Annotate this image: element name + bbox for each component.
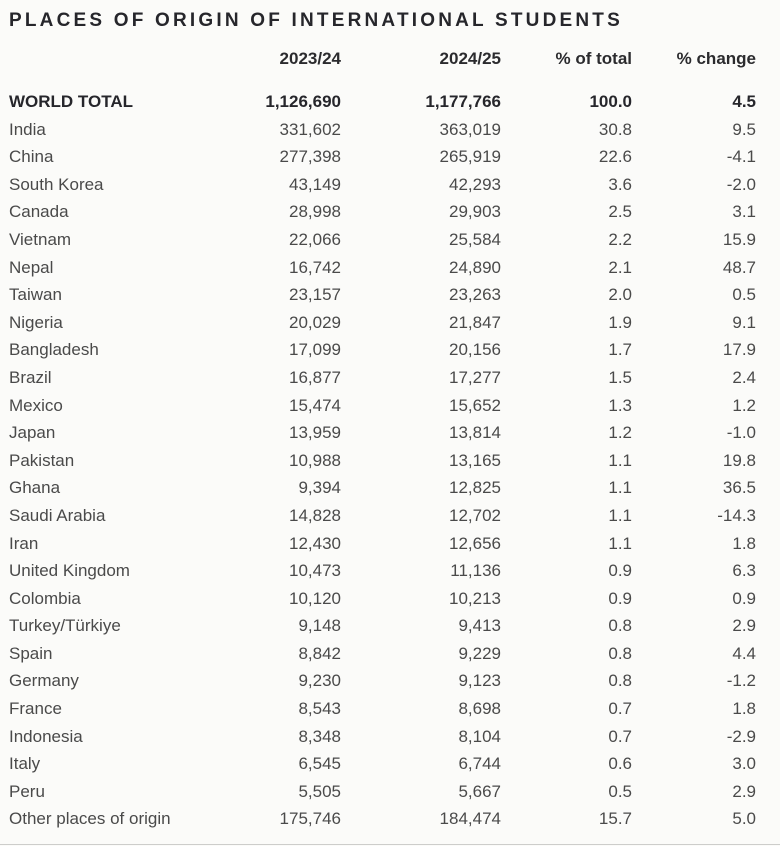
cell-pct-change: 9.5 (732, 119, 756, 139)
cell-pct-change: -2.9 (726, 726, 756, 746)
cell-pct-of-total: 1.9 (608, 312, 632, 332)
column-header-pct-of-total: % of total (555, 49, 632, 68)
table-row (9, 530, 756, 558)
cell-pct-of-total: 0.8 (608, 616, 632, 636)
cell-pct-of-total: 0.7 (608, 699, 632, 719)
cell-pct-change: -4.1 (726, 147, 756, 167)
cell-pct-change: 15.9 (722, 229, 756, 249)
cell-pct-of-total: 1.1 (608, 478, 632, 498)
row-label: Pakistan (9, 450, 75, 470)
cell-2024-25: 12,825 (449, 478, 501, 498)
cell-pct-of-total: 22.6 (598, 147, 632, 167)
cell-2024-25: 265,919 (439, 147, 501, 167)
cell-2023-24: 14,828 (289, 505, 341, 525)
cell-pct-of-total: 0.9 (608, 561, 632, 581)
cell-2024-25: 23,263 (449, 285, 501, 305)
row-label: Turkey/Türkiye (9, 616, 121, 636)
cell-pct-change: 6.3 (732, 561, 756, 581)
cell-2023-24: 8,842 (298, 643, 341, 663)
cell-pct-of-total: 1.2 (608, 423, 632, 443)
table-row (9, 585, 756, 613)
table-row (9, 502, 756, 530)
table-row (9, 254, 756, 282)
row-label: Bangladesh (9, 340, 99, 360)
column-header-2024-25: 2024/25 (439, 49, 501, 68)
cell-pct-of-total: 15.7 (598, 809, 632, 829)
cell-2023-24: 6,545 (298, 754, 341, 774)
row-label: Iran (9, 533, 39, 553)
cell-2024-25: 20,156 (449, 340, 501, 360)
cell-pct-change: 4.5 (732, 92, 756, 111)
row-label: Taiwan (9, 285, 62, 305)
cell-2023-24: 8,543 (298, 699, 341, 719)
row-label: South Korea (9, 174, 104, 194)
cell-2023-24: 13,959 (289, 423, 341, 443)
cell-pct-change: 0.5 (732, 285, 756, 305)
table-row (9, 226, 756, 254)
cell-2023-24: 12,430 (289, 533, 341, 553)
row-label: Brazil (9, 367, 52, 387)
cell-2024-25: 24,890 (449, 257, 501, 277)
row-label: Indonesia (9, 726, 83, 746)
cell-2024-25: 29,903 (449, 202, 501, 222)
cell-pct-of-total: 3.6 (608, 174, 632, 194)
cell-2023-24: 331,602 (279, 119, 341, 139)
cell-pct-change: -1.0 (726, 423, 756, 443)
table-row (9, 281, 756, 309)
cell-pct-of-total: 1.1 (608, 505, 632, 525)
cell-pct-of-total: 0.8 (608, 643, 632, 663)
cell-2023-24: 5,505 (298, 781, 341, 801)
cell-2023-24: 23,157 (289, 285, 341, 305)
cell-2024-25: 13,165 (449, 450, 501, 470)
cell-pct-change: 9.1 (732, 312, 756, 332)
cell-2023-24: 10,473 (289, 561, 341, 581)
cell-2024-25: 17,277 (449, 367, 501, 387)
table-row (9, 805, 756, 833)
table-row (9, 778, 756, 806)
cell-2023-24: 175,746 (279, 809, 341, 829)
cell-pct-change: 2.9 (732, 616, 756, 636)
table-row (9, 419, 756, 447)
row-label: France (9, 699, 62, 719)
cell-2023-24: 8,348 (298, 726, 341, 746)
cell-pct-of-total: 2.0 (608, 285, 632, 305)
cell-2023-24: 28,998 (289, 202, 341, 222)
cell-pct-of-total: 30.8 (598, 119, 632, 139)
cell-2023-24: 10,988 (289, 450, 341, 470)
cell-pct-change: 4.4 (732, 643, 756, 663)
row-label: Peru (9, 781, 45, 801)
table-row (9, 640, 756, 668)
cell-pct-of-total: 0.9 (608, 588, 632, 608)
cell-2023-24: 1,126,690 (265, 92, 341, 111)
table-row (9, 116, 756, 144)
cell-2024-25: 9,413 (458, 616, 501, 636)
cell-pct-of-total: 2.1 (608, 257, 632, 277)
row-label: India (9, 119, 46, 139)
cell-pct-change: 48.7 (722, 257, 756, 277)
cell-pct-change: 1.8 (732, 699, 756, 719)
table-row (9, 336, 756, 364)
row-label: Colombia (9, 588, 81, 608)
page-title: PLACES OF ORIGIN OF INTERNATIONAL STUDENTS (9, 10, 623, 31)
row-label: Saudi Arabia (9, 505, 106, 525)
column-header-2023-24: 2023/24 (279, 49, 341, 68)
row-label: United Kingdom (9, 561, 130, 581)
table-header-row (9, 46, 756, 72)
row-label: WORLD TOTAL (9, 92, 134, 111)
table-row (9, 667, 756, 695)
row-label: Ghana (9, 478, 61, 498)
cell-2024-25: 6,744 (458, 754, 501, 774)
table-row (9, 557, 756, 585)
bottom-rule (0, 844, 780, 845)
cell-pct-change: 3.0 (732, 754, 756, 774)
table-row (9, 612, 756, 640)
table-row (9, 695, 756, 723)
cell-2023-24: 9,230 (298, 671, 341, 691)
cell-pct-change: 2.4 (732, 367, 756, 387)
cell-pct-change: 0.9 (732, 588, 756, 608)
cell-pct-change: 1.8 (732, 533, 756, 553)
cell-2023-24: 9,148 (298, 616, 341, 636)
table-row (9, 309, 756, 337)
cell-2024-25: 1,177,766 (425, 92, 501, 111)
column-header-pct-change: % change (676, 49, 756, 68)
table-row (9, 171, 756, 199)
cell-2024-25: 12,656 (449, 533, 501, 553)
table-row (9, 447, 756, 475)
cell-2024-25: 8,698 (458, 699, 501, 719)
cell-2024-25: 25,584 (449, 229, 501, 249)
cell-pct-change: 1.2 (732, 395, 756, 415)
cell-pct-change: 5.0 (732, 809, 756, 829)
cell-2024-25: 11,136 (450, 561, 501, 581)
table-row (9, 364, 756, 392)
cell-2024-25: 5,667 (458, 781, 501, 801)
row-label: Japan (9, 423, 56, 443)
cell-2024-25: 184,474 (439, 809, 501, 829)
row-label: Other places of origin (9, 809, 171, 829)
row-label: Canada (9, 202, 69, 222)
row-label: Germany (9, 671, 79, 691)
row-label: Italy (9, 754, 41, 774)
row-label: Nigeria (9, 312, 63, 332)
table-row (9, 88, 756, 116)
table-row (9, 723, 756, 751)
table-row (9, 143, 756, 171)
cell-2023-24: 43,149 (289, 174, 341, 194)
row-label: China (9, 147, 54, 167)
cell-2024-25: 9,123 (458, 671, 501, 691)
origins-table (0, 46, 780, 833)
cell-2024-25: 9,229 (458, 643, 501, 663)
cell-2023-24: 20,029 (289, 312, 341, 332)
cell-2023-24: 17,099 (289, 340, 341, 360)
table-row (9, 392, 756, 420)
cell-pct-change: 36.5 (722, 478, 756, 498)
cell-pct-change: 3.1 (732, 202, 756, 222)
cell-pct-change: 19.8 (722, 450, 756, 470)
cell-2024-25: 12,702 (449, 505, 501, 525)
cell-2023-24: 9,394 (298, 478, 341, 498)
cell-2024-25: 363,019 (439, 119, 501, 139)
cell-pct-of-total: 2.5 (608, 202, 632, 222)
cell-2023-24: 15,474 (289, 395, 341, 415)
row-label: Nepal (9, 257, 54, 277)
cell-pct-change: -14.3 (717, 505, 756, 525)
cell-2023-24: 277,398 (279, 147, 341, 167)
cell-2023-24: 10,120 (289, 588, 341, 608)
cell-2023-24: 16,877 (289, 367, 341, 387)
cell-2024-25: 8,104 (458, 726, 501, 746)
cell-2024-25: 42,293 (449, 174, 501, 194)
row-label: Vietnam (9, 229, 72, 249)
cell-2023-24: 22,066 (289, 229, 341, 249)
cell-pct-of-total: 0.8 (608, 671, 632, 691)
cell-pct-of-total: 0.6 (608, 754, 632, 774)
table-row (9, 750, 756, 778)
cell-pct-of-total: 1.3 (608, 395, 632, 415)
table-row (9, 198, 756, 226)
cell-2024-25: 10,213 (449, 588, 501, 608)
row-label: Spain (9, 643, 53, 663)
cell-2023-24: 16,742 (289, 257, 341, 277)
cell-2024-25: 15,652 (449, 395, 501, 415)
cell-pct-change: 17.9 (722, 340, 756, 360)
cell-pct-of-total: 1.1 (608, 533, 632, 553)
cell-pct-change: 2.9 (732, 781, 756, 801)
cell-pct-of-total: 2.2 (608, 229, 632, 249)
cell-pct-of-total: 0.5 (608, 781, 632, 801)
cell-pct-of-total: 1.5 (608, 367, 632, 387)
cell-2024-25: 13,814 (449, 423, 501, 443)
cell-pct-of-total: 1.1 (608, 450, 632, 470)
cell-2024-25: 21,847 (449, 312, 501, 332)
cell-pct-change: -1.2 (726, 671, 756, 691)
cell-pct-of-total: 1.7 (608, 340, 632, 360)
cell-pct-of-total: 100.0 (589, 92, 632, 111)
row-label: Mexico (9, 395, 63, 415)
table-body (9, 88, 756, 833)
table-row (9, 474, 756, 502)
cell-pct-of-total: 0.7 (608, 726, 632, 746)
cell-pct-change: -2.0 (726, 174, 756, 194)
